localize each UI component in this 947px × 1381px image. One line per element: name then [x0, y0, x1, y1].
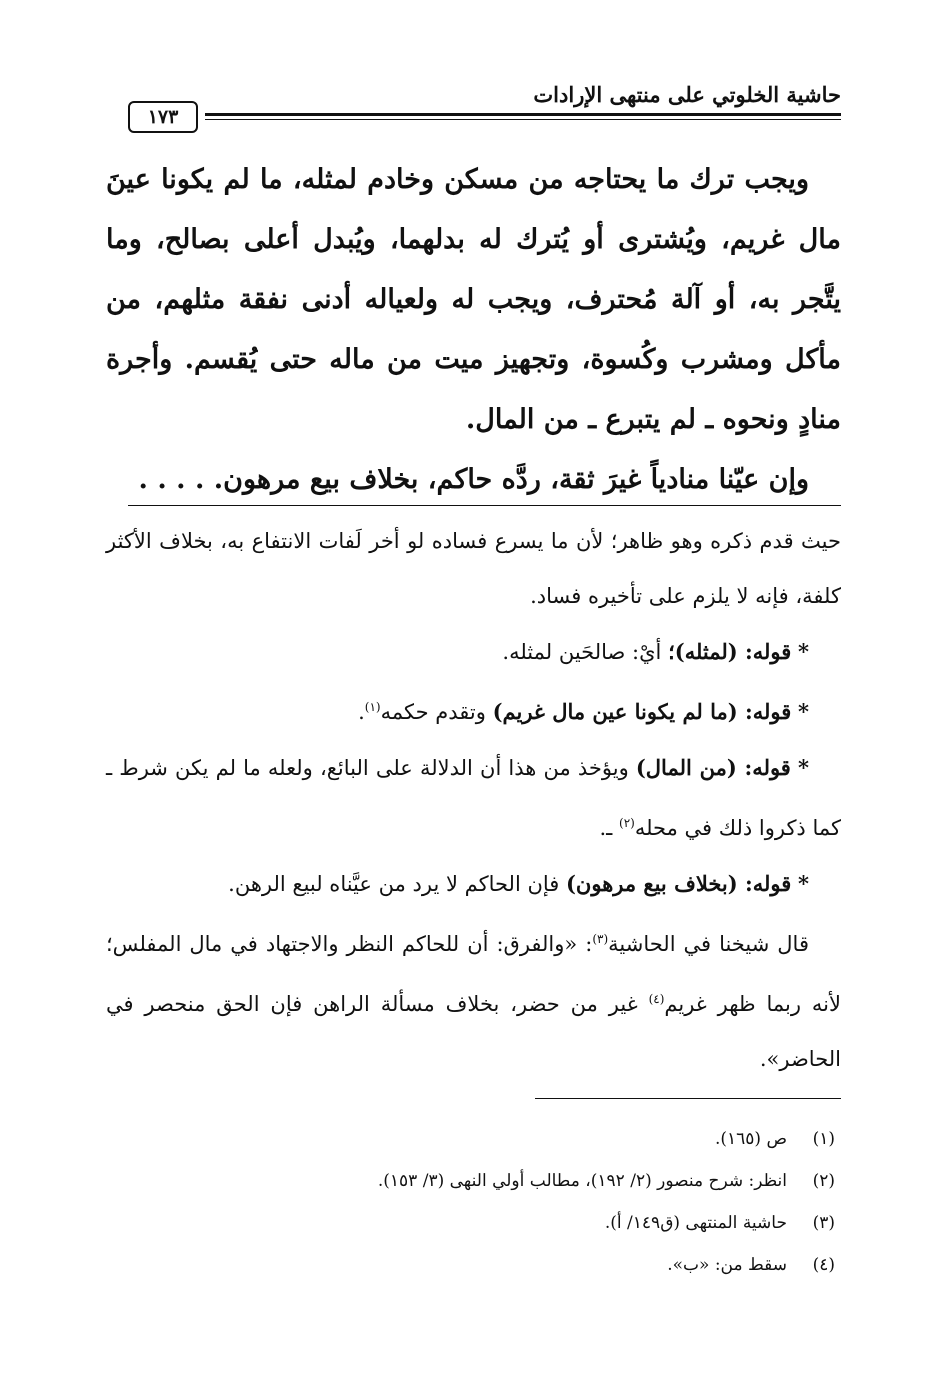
footnote-number: (٢) [812, 1171, 835, 1191]
commentary-entry [106, 856, 841, 912]
commentary-paragraph [106, 912, 841, 1087]
main-paragraph: ويجب ترك ما يحتاجه من مسكن وخادم لمثله، ما لم يكونا عينَ مال غريم، ويُشترى أو يُترك له بدلهما، ويُبدل أعلى بصالح، وما يتَّجر به، أو آلة مُحترف، ويجب له ولعياله أدنى نفقة مثلهم، من مأكل ومشرب وكُسوة، وتجهيز ميت من ماله حتى يُقسم. وأجرة منادٍ ونحوه ـ لم يتبرع ـ من المال. [106, 164, 841, 435]
quote-intro: قال شيخنا في الحاشية [608, 932, 809, 956]
entry-text: أيْ: صالحَين لمثله. [502, 640, 669, 664]
text-separator [128, 505, 841, 506]
entry-end: . [358, 700, 365, 724]
entry-text: فإن الحاكم لا يرد من عيَّناه لبيع الرهن. [228, 872, 566, 896]
entry-label: قوله: (من المال) [635, 755, 791, 780]
footnote-text: حاشية المنتهى (ق١٤٩/ أ). [604, 1213, 787, 1233]
footnote-ref[interactable]: (٤) [648, 992, 665, 1006]
entry-text: وتقدم حكمه [380, 700, 493, 724]
footnote [115, 1160, 835, 1202]
commentary [106, 514, 841, 1087]
commentary-entry [106, 680, 841, 740]
commentary-paragraph: حيث قدم ذكره وهو ظاهر؛ لأن ما يسرع فساده لو أخر لَفات الانتفاع به، بخلاف الأكثر كلفة، فإنه لا يلزم على تأخيره فساد. [106, 529, 841, 608]
main-text [106, 150, 841, 510]
header-rule-thin [205, 119, 841, 120]
quote-text: : «والفرق: أن للحاكم النظر والاجتهاد في مال المفلس؛ لأنه ربما ظهر غريم [106, 932, 841, 1016]
page-number: ١٧٣ [128, 101, 198, 133]
footnotes [115, 1118, 835, 1286]
bullet-star: * [798, 755, 809, 780]
footnote-ref[interactable]: (٣) [592, 932, 609, 946]
entry-text: ويؤخذ من هذا أن الدلالة على البائع، ولعله ما لم يكن شرط ـ كما ذكروا ذلك في محله [106, 756, 841, 840]
entry-label: قوله: (ما لم يكونا عين مال غريم) [492, 699, 792, 724]
running-title: حاشية الخلوتي على منتهى الإرادات [533, 82, 841, 107]
commentary-entry [106, 740, 841, 856]
footnote-ref[interactable]: (١) [364, 700, 381, 714]
header-rule [205, 113, 841, 116]
footnote [115, 1244, 835, 1286]
quote-text-end: غير من حضر، بخلاف مسألة الراهن فإن الحق منحصر في الحاضر». [106, 992, 841, 1071]
commentary-entry [106, 624, 841, 680]
bullet-star: * [798, 699, 809, 724]
main-paragraph: وإن عيّنا منادياً غيرَ ثقة، ردَّه حاكم، بخلاف بيع مرهون. . . . . [138, 464, 809, 495]
footnote [115, 1202, 835, 1244]
footnote-text: ص (١٦٥). [714, 1129, 787, 1149]
bullet-star: * [798, 639, 809, 664]
entry-label: قوله: (لمثله)؛ [668, 639, 792, 664]
footnote-number: (٣) [812, 1213, 835, 1233]
footnote-text: سقط من: «ب». [667, 1255, 787, 1275]
footnote-text: انظر: شرح منصور (٢/ ١٩٢)، مطالب أولي النهى (٣/ ١٥٣). [377, 1171, 787, 1191]
footnote-rule [535, 1098, 841, 1099]
footnote-number: (٤) [812, 1255, 835, 1275]
footnote-number: (١) [812, 1129, 835, 1149]
entry-label: قوله: (بخلاف بيع مرهون) [565, 871, 792, 896]
footnote-ref[interactable]: (٢) [619, 816, 635, 830]
entry-end: ـ. [599, 816, 620, 840]
bullet-star: * [798, 871, 809, 896]
footnote [115, 1118, 835, 1160]
